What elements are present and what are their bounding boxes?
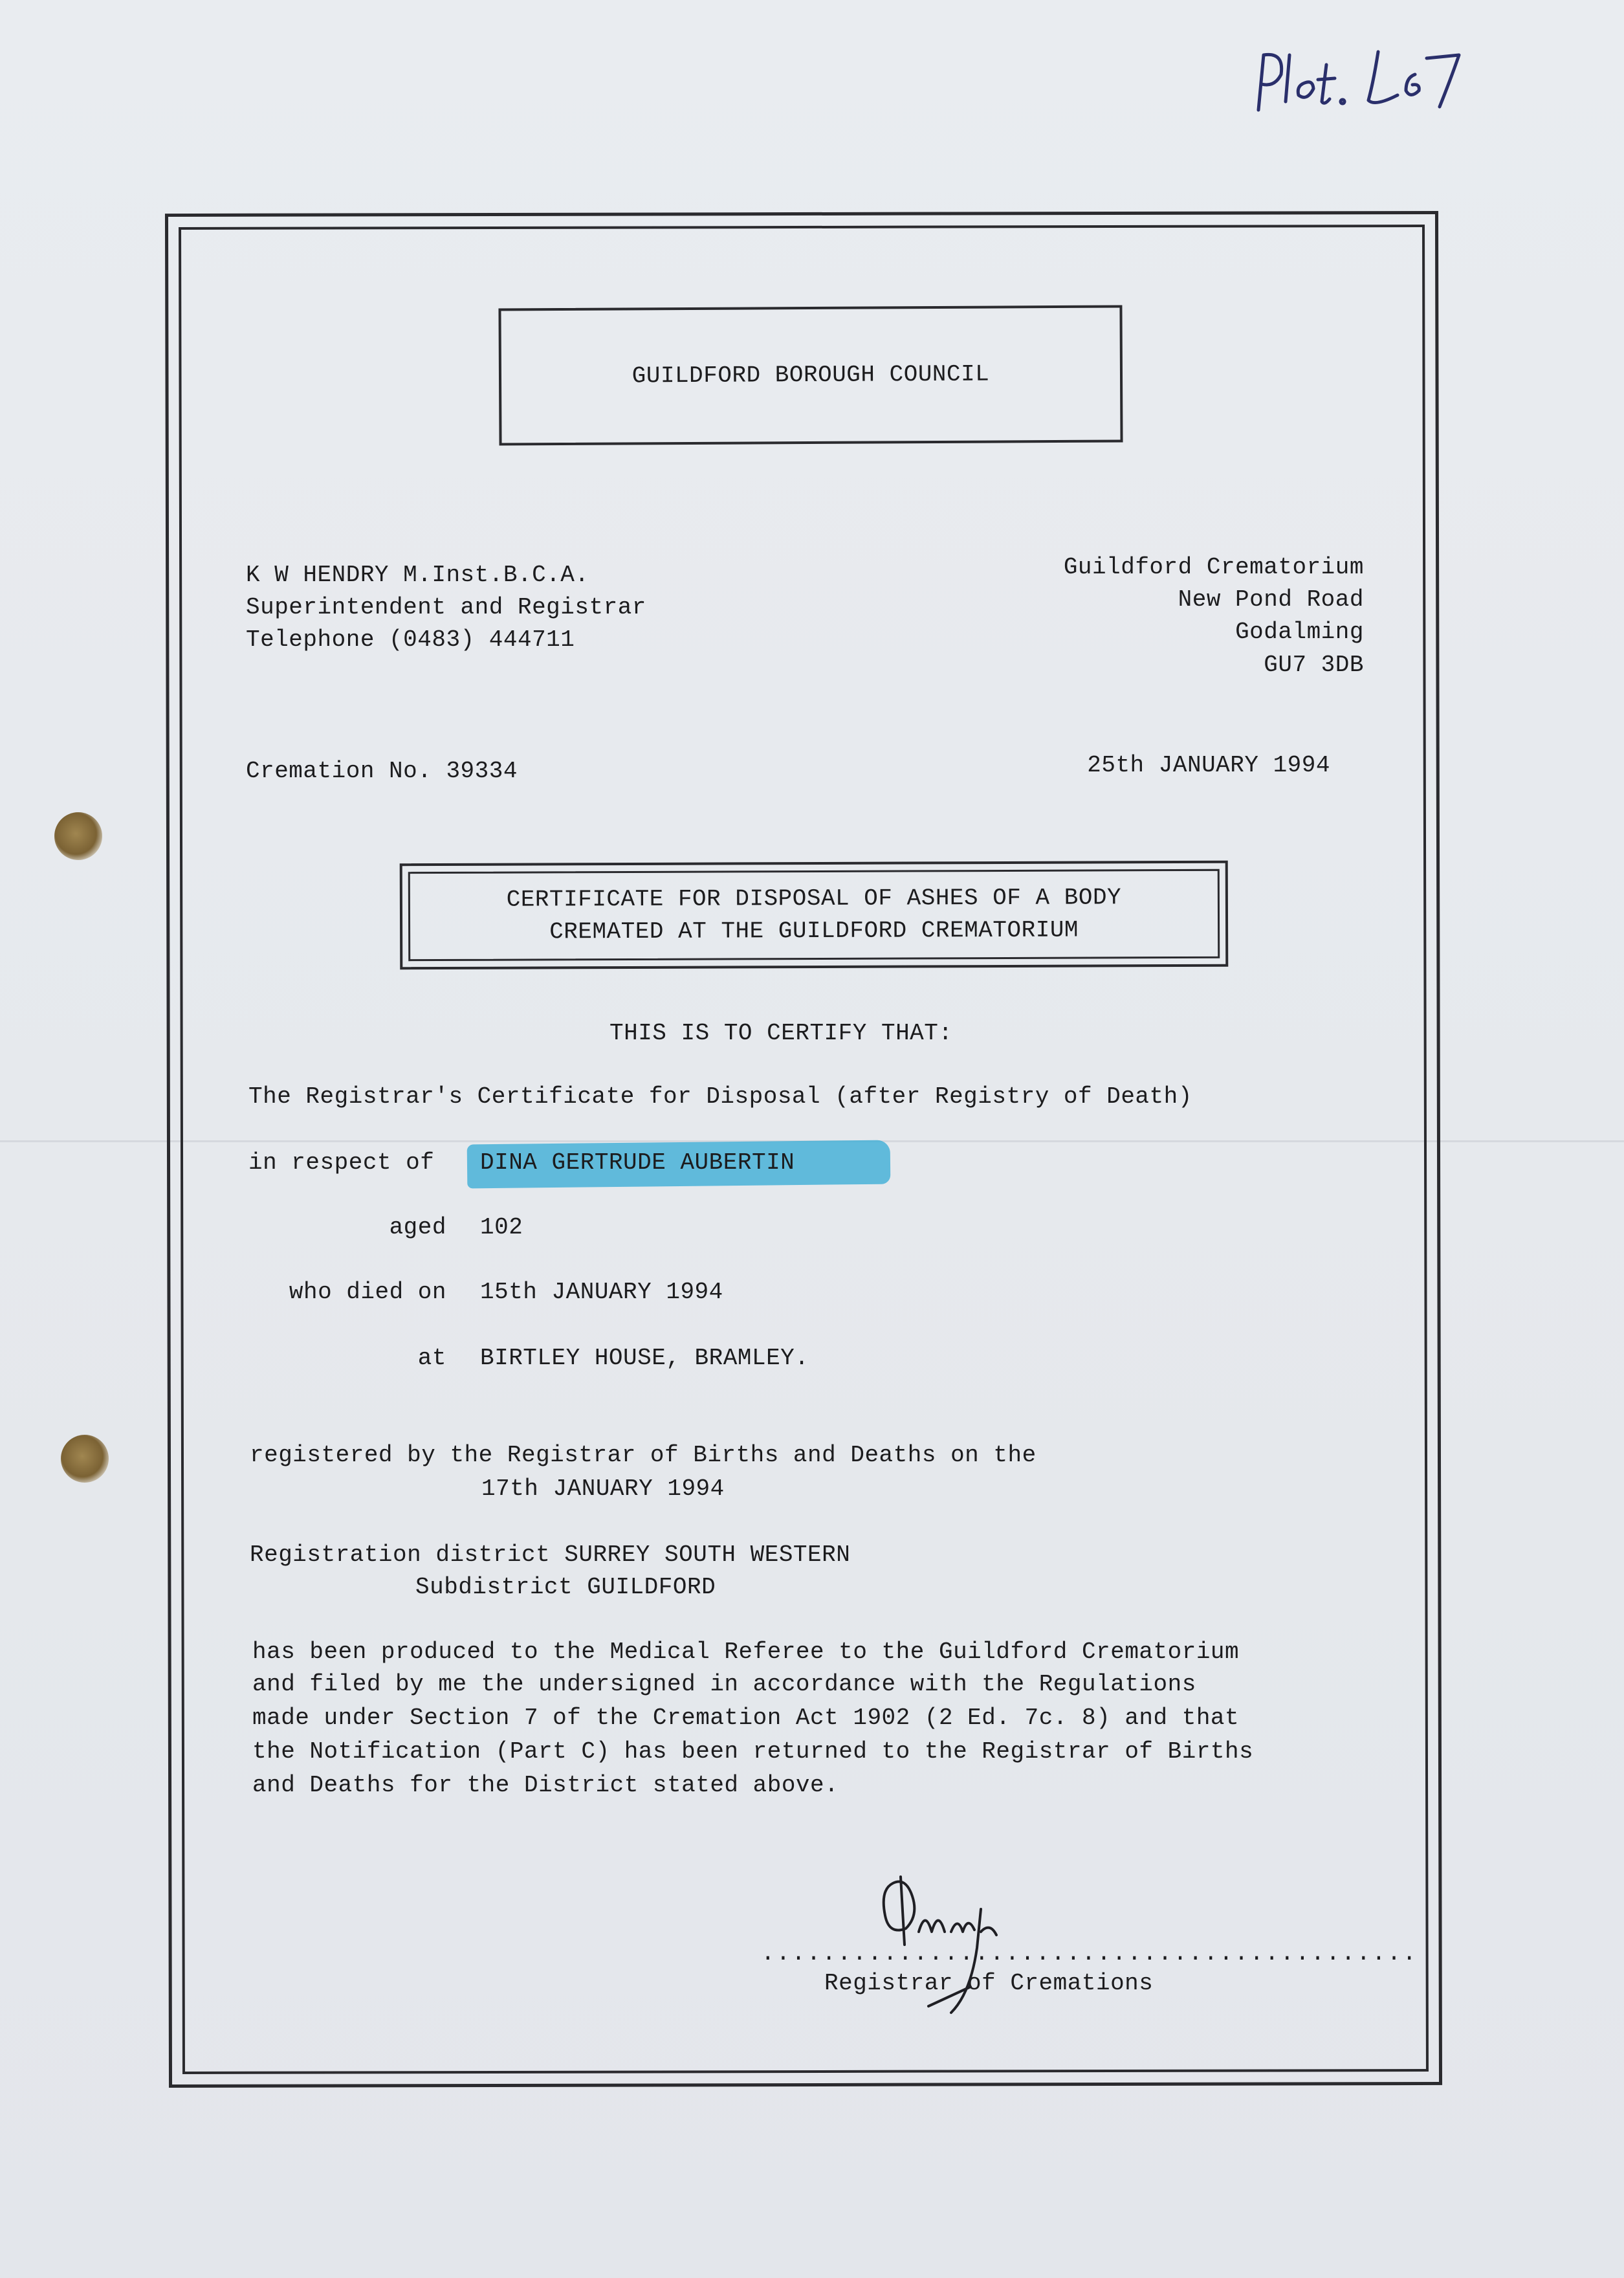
certify-heading: THIS IS TO CERTIFY THAT: xyxy=(609,1020,953,1046)
registrar-name: K W HENDRY M.Inst.B.C.A. xyxy=(246,562,589,588)
certificate-title-inner xyxy=(408,869,1220,961)
died-date: 15th JANUARY 1994 xyxy=(480,1279,723,1305)
registration-date: 17th JANUARY 1994 xyxy=(481,1476,725,1502)
registration-line: registered by the Registrar of Births and Deaths on the xyxy=(250,1442,1037,1468)
council-name: GUILDFORD BOROUGH COUNCIL xyxy=(631,360,990,390)
registration-district: Registration district SURREY SOUTH WESTERN xyxy=(250,1542,851,1568)
cremation-number: Cremation No. 39334 xyxy=(246,758,518,784)
deceased-name: DINA GERTRUDE AUBERTIN xyxy=(480,1149,795,1176)
place-of-death: BIRTLEY HOUSE, BRAMLEY. xyxy=(480,1345,809,1371)
certificate-title-line-1: CERTIFICATE FOR DISPOSAL OF ASHES OF A BODY xyxy=(506,884,1122,913)
certificate-title-line-2: CREMATED AT THE GUILDFORD CREMATORIUM xyxy=(549,916,1079,945)
address-line-2: New Pond Road xyxy=(1178,586,1364,613)
died-label: who died on xyxy=(289,1279,446,1305)
punch-hole-top xyxy=(54,812,102,860)
address-line-1: Guildford Crematorium xyxy=(1063,554,1364,581)
deceased-age: 102 xyxy=(480,1214,523,1241)
signature-dotted-line: ........................................... xyxy=(761,1940,1418,1967)
body-text-line-5: and Deaths for the District stated above. xyxy=(252,1772,839,1798)
certificate-date: 25th JANUARY 1994 xyxy=(1087,752,1330,779)
body-text-line-3: made under Section 7 of the Cremation Act 1902 (2 Ed. 7c. 8) and that xyxy=(252,1705,1240,1731)
aged-label: aged xyxy=(389,1214,446,1241)
body-text-line-1: has been produced to the Medical Referee to the Guildford Crematorium xyxy=(252,1639,1240,1665)
registration-subdistrict: Subdistrict GUILDFORD xyxy=(415,1574,716,1600)
address-postcode: GU7 3DB xyxy=(1264,652,1364,678)
at-label: at xyxy=(417,1345,446,1371)
certificate-title-box xyxy=(400,861,1229,969)
registrar-title: Superintendent and Registrar xyxy=(246,594,646,621)
intro-line: The Registrar's Certificate for Disposal (after Registry of Death) xyxy=(248,1083,1192,1110)
registrar-signature xyxy=(867,1870,1061,2019)
address-line-3: Godalming xyxy=(1235,619,1364,645)
body-text-line-2: and filed by me the undersigned in accordance with the Regulations xyxy=(252,1671,1196,1697)
body-text-line-4: the Notification (Part C) has been returned to the Registrar of Births xyxy=(252,1738,1254,1765)
signature-title: Registrar of Cremations xyxy=(824,1970,1154,1996)
respect-label: in respect of xyxy=(248,1149,435,1176)
registrar-telephone: Telephone (0483) 444711 xyxy=(246,626,575,653)
punch-hole-bottom xyxy=(61,1435,109,1483)
council-header-box xyxy=(498,305,1123,445)
handwritten-note xyxy=(1245,29,1491,126)
